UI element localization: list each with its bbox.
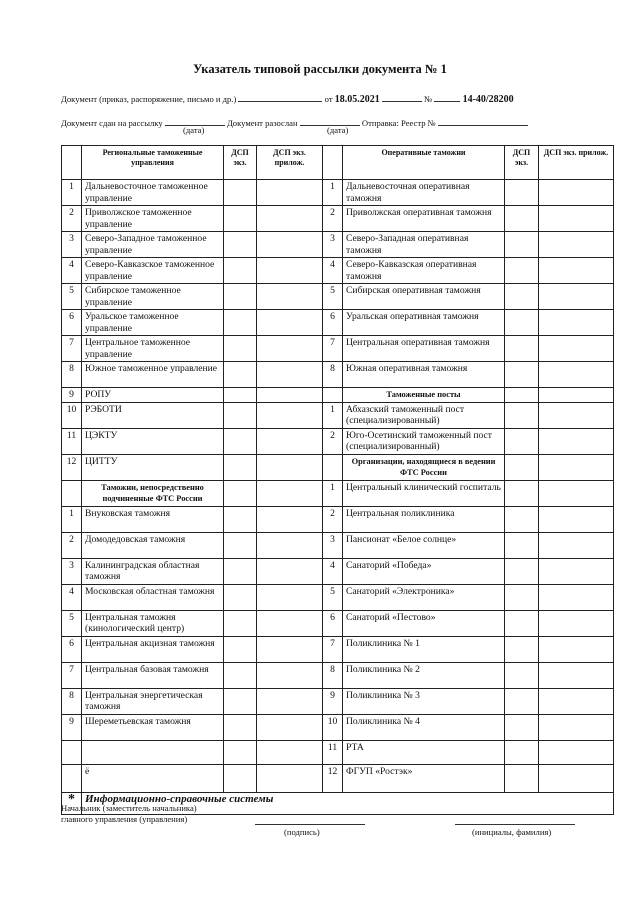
document-title: Указатель типовой рассылки документа № 1	[193, 62, 447, 76]
left-dsp-copies-cell[interactable]	[224, 454, 257, 480]
left-recipient-name: Уральское таможенное управление	[82, 310, 224, 336]
distribution-table	[61, 145, 614, 815]
name-hint: (инициалы, фамилия)	[472, 827, 552, 837]
right-dsp-attach-cell[interactable]	[539, 362, 614, 388]
right-row-number: 6	[323, 310, 343, 336]
left-dsp-copies-cell[interactable]	[224, 558, 257, 584]
left-dsp-attach-cell[interactable]	[257, 506, 323, 532]
right-recipient-name: РТА	[343, 740, 505, 764]
right-row-number: 5	[323, 584, 343, 610]
left-row-number: 2	[62, 206, 82, 232]
right-dsp-attach-cell[interactable]	[539, 714, 614, 740]
left-dsp-attach-cell[interactable]	[257, 714, 323, 740]
left-dsp-copies-cell[interactable]	[224, 362, 257, 388]
left-row-number: 4	[62, 584, 82, 610]
table-row	[62, 688, 614, 714]
right-recipient-name: Юго-Осетинский таможенный пост (специализированный)	[343, 428, 505, 454]
table-row	[62, 558, 614, 584]
left-dsp-attach-cell[interactable]	[257, 428, 323, 454]
left-dsp-attach-cell[interactable]	[257, 232, 323, 258]
left-row-number: 10	[62, 402, 82, 428]
right-dsp-copies-cell[interactable]	[505, 258, 539, 284]
signatory-line-1: Начальник (заместитель начальника)	[61, 803, 197, 813]
document-type-field[interactable]	[238, 92, 322, 102]
left-recipient-name: Центральная таможня (кинологический центр)	[82, 610, 224, 636]
right-dsp-copies-cell[interactable]	[505, 532, 539, 558]
right-dsp-copies-cell[interactable]	[505, 584, 539, 610]
right-row-number: 8	[323, 662, 343, 688]
left-dsp-attach-cell[interactable]	[257, 636, 323, 662]
right-recipient-name: Санаторий «Пестово»	[343, 610, 505, 636]
right-recipient-name: Центральная оперативная таможня	[343, 336, 505, 362]
left-row-number: 11	[62, 428, 82, 454]
right-row-number: 9	[323, 688, 343, 714]
left-recipient-name: Северо-Западное таможенное управление	[82, 232, 224, 258]
right-recipient-name: Пансионат «Белое солнце»	[343, 532, 505, 558]
left-row-number: 3	[62, 558, 82, 584]
left-recipient-name	[82, 740, 224, 764]
table-row	[62, 636, 614, 662]
right-recipient-name: Санаторий «Победа»	[343, 558, 505, 584]
table-body	[62, 180, 614, 793]
right-dsp-attach-cell[interactable]	[539, 662, 614, 688]
left-recipient-name: Сибирское таможенное управление	[82, 284, 224, 310]
right-dsp-attach-cell[interactable]	[539, 206, 614, 232]
right-dsp-copies-cell[interactable]	[505, 558, 539, 584]
left-dsp-attach-cell[interactable]	[257, 610, 323, 636]
right-recipient-name: Поликлиника № 2	[343, 662, 505, 688]
right-recipient-name: Санаторий «Электроника»	[343, 584, 505, 610]
right-row-number: 3	[323, 532, 343, 558]
left-dsp-attach-cell[interactable]	[257, 206, 323, 232]
left-dsp-attach-cell[interactable]	[257, 584, 323, 610]
right-row-number: 1	[323, 402, 343, 428]
table-row	[62, 232, 614, 258]
right-dsp-attach-cell[interactable]	[539, 428, 614, 454]
col-operative: Оперативные таможни	[343, 146, 505, 180]
left-recipient-name: Северо-Кавказское таможенное управление	[82, 258, 224, 284]
left-recipient-name: Центральное таможенное управление	[82, 336, 224, 362]
right-row-number: 12	[323, 764, 343, 792]
table-row	[62, 532, 614, 558]
left-dsp-copies-cell[interactable]	[224, 232, 257, 258]
table-row	[62, 428, 614, 454]
table-row	[62, 402, 614, 428]
right-dsp-copies-cell[interactable]	[505, 402, 539, 428]
left-dsp-copies-cell[interactable]	[224, 506, 257, 532]
left-dsp-copies-cell[interactable]	[224, 610, 257, 636]
col-dsp-attach: ДСП экз. прилож.	[257, 146, 323, 180]
right-dsp-copies-cell[interactable]	[505, 610, 539, 636]
document-number: 14-40/28200	[462, 94, 514, 105]
left-dsp-attach-cell[interactable]	[257, 180, 323, 206]
document-date: 18.05.2021	[334, 94, 380, 105]
table-row	[62, 180, 614, 206]
asterisk-mark: *	[62, 792, 82, 814]
left-row-number: 2	[62, 532, 82, 558]
left-row-number: 12	[62, 454, 82, 480]
left-row-number: 9	[62, 388, 82, 403]
date-from-label: от	[324, 94, 333, 104]
right-row-number: 1	[323, 480, 343, 506]
table-row	[62, 610, 614, 636]
right-dsp-copies-cell[interactable]	[505, 206, 539, 232]
handed-over-label: Документ сдан на рассылку	[61, 118, 163, 128]
right-dsp-copies-cell[interactable]	[505, 428, 539, 454]
left-dsp-attach-cell[interactable]	[257, 284, 323, 310]
left-recipient-name: РОПУ	[82, 388, 224, 403]
info-systems-label: Информационно-справочные системы	[82, 792, 614, 814]
left-row-number: 8	[62, 688, 82, 714]
left-dsp-copies-cell[interactable]	[224, 206, 257, 232]
left-recipient-name: ЦИТТУ	[82, 454, 224, 480]
right-dsp-copies-cell[interactable]	[505, 714, 539, 740]
left-row-number	[62, 764, 82, 792]
registry-label: Реестр №	[401, 118, 436, 128]
right-dsp-attach-cell[interactable]	[539, 532, 614, 558]
right-dsp-copies-cell[interactable]	[505, 662, 539, 688]
left-dsp-attach-cell[interactable]	[257, 454, 323, 480]
left-row-number	[62, 740, 82, 764]
left-dsp-copies-cell[interactable]	[224, 428, 257, 454]
left-row-number: 1	[62, 506, 82, 532]
right-dsp-attach-cell[interactable]	[539, 336, 614, 362]
number-label: №	[424, 94, 433, 104]
left-dsp-attach-cell[interactable]	[257, 662, 323, 688]
left-recipient-name: Центральная акцизная таможня	[82, 636, 224, 662]
right-dsp-copies-cell[interactable]	[505, 362, 539, 388]
right-recipient-name: Южная оперативная таможня	[343, 362, 505, 388]
right-row-number: 3	[323, 232, 343, 258]
left-section-heading: Таможни, непосредственно подчиненные ФТС России	[82, 480, 224, 506]
right-row-number: 5	[323, 284, 343, 310]
left-dsp-copies-cell[interactable]	[224, 662, 257, 688]
date-hint-1: (дата)	[183, 125, 205, 135]
left-dsp-attach-cell[interactable]	[257, 336, 323, 362]
right-dsp-attach-cell[interactable]	[539, 584, 614, 610]
table-row	[62, 258, 614, 284]
right-dsp-attach-cell[interactable]	[539, 258, 614, 284]
left-dsp-copies-cell[interactable]	[224, 532, 257, 558]
right-dsp-copies-cell[interactable]	[505, 636, 539, 662]
right-row-number	[323, 388, 343, 403]
left-recipient-name: Калининградская областная таможня	[82, 558, 224, 584]
right-row-number: 7	[323, 336, 343, 362]
right-dsp-attach-cell[interactable]	[539, 284, 614, 310]
right-recipient-name: Уральская оперативная таможня	[343, 310, 505, 336]
left-row-number: 8	[62, 362, 82, 388]
right-dsp-copies-cell[interactable]	[505, 764, 539, 792]
right-recipient-name: Центральная поликлиника	[343, 506, 505, 532]
signature-hint: (подпись)	[284, 827, 320, 837]
left-recipient-name: ЦЭКТУ	[82, 428, 224, 454]
left-dsp-copies-cell[interactable]	[224, 388, 257, 403]
signature-line[interactable]	[255, 824, 365, 825]
right-recipient-name: Приволжская оперативная таможня	[343, 206, 505, 232]
right-dsp-attach-cell[interactable]	[539, 232, 614, 258]
signatory-title	[61, 803, 197, 825]
right-dsp-attach-cell[interactable]	[539, 558, 614, 584]
table-row	[62, 584, 614, 610]
right-dsp-copies-cell[interactable]	[505, 336, 539, 362]
document-line	[61, 92, 514, 105]
left-dsp-copies-cell[interactable]	[224, 740, 257, 764]
right-section-heading: Таможенные посты	[343, 388, 505, 403]
left-row-number: 6	[62, 636, 82, 662]
right-row-number	[323, 454, 343, 480]
left-row-number: 5	[62, 284, 82, 310]
left-dsp-attach-cell[interactable]	[257, 258, 323, 284]
left-recipient-name: Центральная энергетическая таможня	[82, 688, 224, 714]
right-dsp-copies-cell[interactable]	[505, 454, 539, 480]
right-row-number: 6	[323, 610, 343, 636]
right-dsp-copies-cell[interactable]	[505, 232, 539, 258]
left-dsp-attach-cell[interactable]	[257, 740, 323, 764]
table-row	[62, 714, 614, 740]
table-row	[62, 454, 614, 480]
right-dsp-attach-cell[interactable]	[539, 388, 614, 403]
left-recipient-name: ё	[82, 764, 224, 792]
registry-number-field[interactable]	[438, 116, 528, 126]
left-recipient-name: РЭБОТИ	[82, 402, 224, 428]
right-recipient-name: Сибирская оперативная таможня	[343, 284, 505, 310]
left-recipient-name: Центральная базовая таможня	[82, 662, 224, 688]
col-dsp-copies: ДСП экз.	[224, 146, 257, 180]
left-dsp-copies-cell[interactable]	[224, 402, 257, 428]
date-hint-2: (дата)	[327, 125, 349, 135]
col-right-dsp-attach: ДСП экз. прилож.	[539, 146, 614, 180]
right-row-number: 2	[323, 206, 343, 232]
right-dsp-copies-cell[interactable]	[505, 506, 539, 532]
left-dsp-attach-cell[interactable]	[257, 362, 323, 388]
right-dsp-attach-cell[interactable]	[539, 506, 614, 532]
right-row-number: 11	[323, 740, 343, 764]
right-recipient-name: Поликлиника № 1	[343, 636, 505, 662]
right-section-heading: Организации, находящиеся в ведении ФТС России	[343, 454, 505, 480]
right-dsp-attach-cell[interactable]	[539, 480, 614, 506]
table-row	[62, 480, 614, 506]
right-row-number: 7	[323, 636, 343, 662]
left-recipient-name: Домодедовская таможня	[82, 532, 224, 558]
document-type-label: Документ (приказ, распоряжение, письмо и др.)	[61, 94, 237, 104]
left-dsp-copies-cell[interactable]	[224, 336, 257, 362]
right-dsp-attach-cell[interactable]	[539, 610, 614, 636]
table-row	[62, 362, 614, 388]
col-right-dsp-copies: ДСП экз.	[505, 146, 539, 180]
left-dsp-attach-cell[interactable]	[257, 388, 323, 403]
right-recipient-name: Северо-Западная оперативная таможня	[343, 232, 505, 258]
left-dsp-attach-cell[interactable]	[257, 532, 323, 558]
left-row-number: 4	[62, 258, 82, 284]
left-recipient-name: Дальневосточное таможенное управление	[82, 180, 224, 206]
left-dsp-copies-cell[interactable]	[224, 714, 257, 740]
table-row	[62, 388, 614, 403]
table-row	[62, 506, 614, 532]
left-recipient-name: Южное таможенное управление	[82, 362, 224, 388]
left-dsp-copies-cell[interactable]	[224, 480, 257, 506]
right-recipient-name: Поликлиника № 3	[343, 688, 505, 714]
table-row	[62, 310, 614, 336]
left-row-number: 1	[62, 180, 82, 206]
right-row-number: 8	[323, 362, 343, 388]
left-row-number	[62, 480, 82, 506]
left-dsp-attach-cell[interactable]	[257, 402, 323, 428]
right-dsp-attach-cell[interactable]	[539, 180, 614, 206]
right-dsp-attach-cell[interactable]	[539, 310, 614, 336]
left-recipient-name: Московская областная таможня	[82, 584, 224, 610]
left-dsp-copies-cell[interactable]	[224, 180, 257, 206]
left-row-number: 7	[62, 336, 82, 362]
left-row-number: 6	[62, 310, 82, 336]
table-row	[62, 206, 614, 232]
right-recipient-name: ФГУП «Ростэк»	[343, 764, 505, 792]
signatory-line-2: главного управления (управления)	[61, 814, 188, 824]
right-dsp-attach-cell[interactable]	[539, 454, 614, 480]
left-dsp-copies-cell[interactable]	[224, 584, 257, 610]
right-dsp-copies-cell[interactable]	[505, 480, 539, 506]
name-line[interactable]	[455, 824, 575, 825]
right-recipient-name: Северо-Кавказская оперативная таможня	[343, 258, 505, 284]
left-dsp-copies-cell[interactable]	[224, 764, 257, 792]
left-dsp-copies-cell[interactable]	[224, 284, 257, 310]
right-dsp-attach-cell[interactable]	[539, 402, 614, 428]
right-recipient-name: Дальневосточная оперативная таможня	[343, 180, 505, 206]
left-row-number: 3	[62, 232, 82, 258]
left-dsp-copies-cell[interactable]	[224, 636, 257, 662]
left-dsp-attach-cell[interactable]	[257, 480, 323, 506]
table-row	[62, 662, 614, 688]
left-dsp-copies-cell[interactable]	[224, 258, 257, 284]
dispatch-label: Отправка:	[361, 118, 399, 128]
right-recipient-name: Поликлиника № 4	[343, 714, 505, 740]
left-dsp-attach-cell[interactable]	[257, 558, 323, 584]
dispatch-line	[61, 116, 528, 128]
right-recipient-name: Абхазский таможенный пост (специализированный)	[343, 402, 505, 428]
left-recipient-name: Внуковская таможня	[82, 506, 224, 532]
left-row-number: 9	[62, 714, 82, 740]
right-dsp-copies-cell[interactable]	[505, 310, 539, 336]
left-recipient-name: Приволжское таможенное управление	[82, 206, 224, 232]
table-row	[62, 764, 614, 792]
right-row-number: 2	[323, 506, 343, 532]
table-row	[62, 336, 614, 362]
left-dsp-copies-cell[interactable]	[224, 688, 257, 714]
right-dsp-attach-cell[interactable]	[539, 740, 614, 764]
right-dsp-copies-cell[interactable]	[505, 688, 539, 714]
left-recipient-name: Шереметьевская таможня	[82, 714, 224, 740]
left-row-number: 7	[62, 662, 82, 688]
left-dsp-attach-cell[interactable]	[257, 688, 323, 714]
left-dsp-attach-cell[interactable]	[257, 310, 323, 336]
right-dsp-copies-cell[interactable]	[505, 388, 539, 403]
left-dsp-attach-cell[interactable]	[257, 764, 323, 792]
right-dsp-attach-cell[interactable]	[539, 688, 614, 714]
right-row-number: 4	[323, 258, 343, 284]
right-row-number: 4	[323, 558, 343, 584]
right-dsp-copies-cell[interactable]	[505, 284, 539, 310]
table-row	[62, 740, 614, 764]
right-row-number: 2	[323, 428, 343, 454]
right-recipient-name: Центральный клинический госпиталь	[343, 480, 505, 506]
left-row-number: 5	[62, 610, 82, 636]
sent-label: Документ разослан	[226, 118, 298, 128]
right-dsp-copies-cell[interactable]	[505, 740, 539, 764]
table-row	[62, 284, 614, 310]
right-dsp-copies-cell[interactable]	[505, 180, 539, 206]
right-dsp-attach-cell[interactable]	[539, 764, 614, 792]
left-dsp-copies-cell[interactable]	[224, 310, 257, 336]
col-regional: Региональные таможенные управления	[82, 146, 224, 180]
right-dsp-attach-cell[interactable]	[539, 636, 614, 662]
right-row-number: 1	[323, 180, 343, 206]
right-row-number: 10	[323, 714, 343, 740]
